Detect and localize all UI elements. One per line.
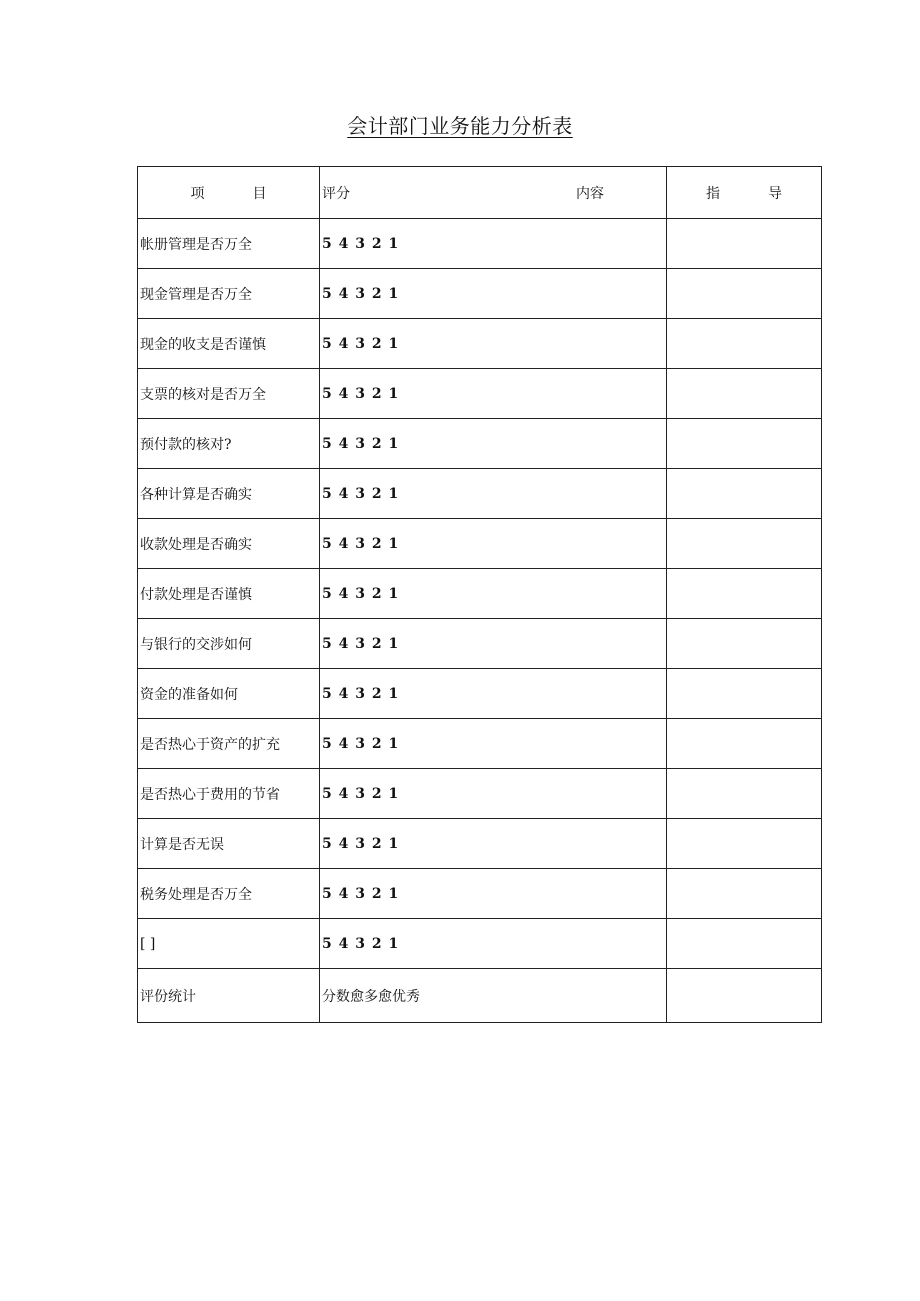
item-cell: 与银行的交涉如何: [138, 619, 320, 669]
score-scale-cell[interactable]: 5 4 3 2 1: [320, 569, 667, 619]
score-scale-cell[interactable]: 5 4 3 2 1: [320, 719, 667, 769]
guide-cell[interactable]: [667, 669, 822, 719]
table-header-row: [138, 167, 822, 219]
item-cell: 是否热心于费用的节省: [138, 769, 320, 819]
table-row: [138, 919, 822, 969]
item-cell: [ ]: [138, 919, 320, 969]
header-item-cell: [138, 167, 320, 219]
item-cell: 计算是否无误: [138, 819, 320, 869]
guide-cell[interactable]: [667, 869, 822, 919]
item-cell: 现金管理是否万全: [138, 269, 320, 319]
header-guide-left: 指: [706, 185, 720, 202]
guide-cell[interactable]: [667, 619, 822, 669]
item-cell: 各种计算是否确实: [138, 469, 320, 519]
table-row: [138, 669, 822, 719]
score-scale-cell[interactable]: 5 4 3 2 1: [320, 369, 667, 419]
table-row: [138, 469, 822, 519]
score-scale-cell[interactable]: 5 4 3 2 1: [320, 469, 667, 519]
score-scale-cell[interactable]: 5 4 3 2 1: [320, 419, 667, 469]
score-scale-cell[interactable]: 5 4 3 2 1: [320, 769, 667, 819]
item-cell: 收款处理是否确实: [138, 519, 320, 569]
footer-label-cell: 评份统计: [138, 969, 320, 1023]
guide-cell[interactable]: [667, 819, 822, 869]
item-cell: 资金的准备如何: [138, 669, 320, 719]
header-content-label: 内容: [576, 185, 604, 202]
guide-cell[interactable]: [667, 769, 822, 819]
guide-cell[interactable]: [667, 469, 822, 519]
score-scale-cell[interactable]: 5 4 3 2 1: [320, 619, 667, 669]
guide-cell[interactable]: [667, 719, 822, 769]
table-row: [138, 719, 822, 769]
item-cell: 付款处理是否谨慎: [138, 569, 320, 619]
table-row: [138, 219, 822, 269]
table-row: [138, 869, 822, 919]
header-score-label: 评分: [322, 185, 350, 202]
score-scale-cell[interactable]: 5 4 3 2 1: [320, 319, 667, 369]
score-scale-cell[interactable]: 5 4 3 2 1: [320, 519, 667, 569]
header-item-left: 项: [190, 185, 205, 202]
table-row: [138, 519, 822, 569]
guide-cell[interactable]: [667, 219, 822, 269]
table-row: [138, 419, 822, 469]
header-guide-right: 导: [768, 185, 782, 202]
table-row: [138, 619, 822, 669]
guide-cell[interactable]: [667, 419, 822, 469]
header-guide-cell: [667, 167, 822, 219]
page-title: [0, 112, 920, 140]
score-scale-cell[interactable]: 5 4 3 2 1: [320, 819, 667, 869]
score-scale-cell[interactable]: 5 4 3 2 1: [320, 219, 667, 269]
guide-cell[interactable]: [667, 519, 822, 569]
header-score-cell: [320, 167, 667, 219]
score-scale-cell[interactable]: 5 4 3 2 1: [320, 269, 667, 319]
item-cell: 预付款的核对?: [138, 419, 320, 469]
guide-cell[interactable]: [667, 919, 822, 969]
table-row: [138, 319, 822, 369]
table-row: [138, 569, 822, 619]
score-scale-cell[interactable]: 5 4 3 2 1: [320, 669, 667, 719]
table-row: [138, 369, 822, 419]
table-row: [138, 769, 822, 819]
analysis-table: [137, 166, 822, 1023]
guide-cell[interactable]: [667, 569, 822, 619]
score-scale-cell[interactable]: 5 4 3 2 1: [320, 869, 667, 919]
footer-note-cell: 分数愈多愈优秀: [320, 969, 667, 1023]
score-scale-cell[interactable]: 5 4 3 2 1: [320, 919, 667, 969]
page-title-text: 会计部门业务能力分析表: [347, 114, 573, 138]
item-cell: 是否热心于资产的扩充: [138, 719, 320, 769]
table-footer-row: [138, 969, 822, 1023]
guide-cell[interactable]: [667, 319, 822, 369]
table-row: [138, 269, 822, 319]
item-cell: 帐册管理是否万全: [138, 219, 320, 269]
guide-cell[interactable]: [667, 369, 822, 419]
item-cell: 现金的收支是否谨慎: [138, 319, 320, 369]
table-row: [138, 819, 822, 869]
footer-guide-cell[interactable]: [667, 969, 822, 1023]
item-cell: 税务处理是否万全: [138, 869, 320, 919]
guide-cell[interactable]: [667, 269, 822, 319]
item-cell: 支票的核对是否万全: [138, 369, 320, 419]
header-item-right: 目: [252, 185, 267, 202]
